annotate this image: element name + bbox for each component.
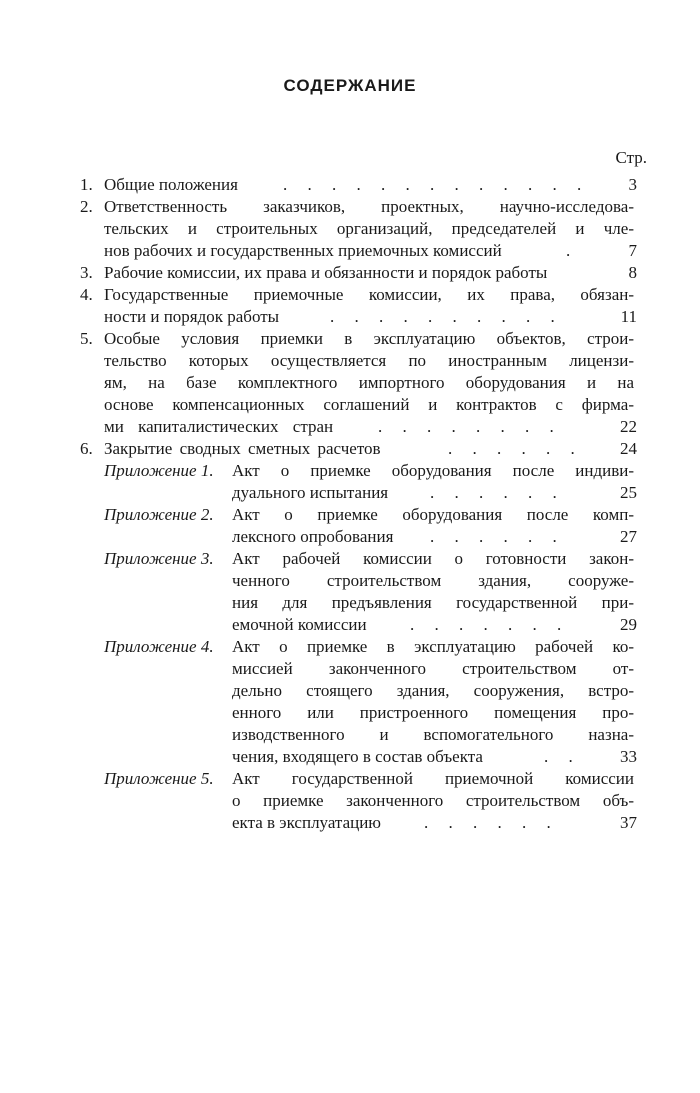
entry-line: Государственные приемочные комиссии, их права, обязан- [104,285,634,304]
entry-line: тельских и строительных организаций, председателей и чле- [104,219,634,238]
appendix-label: Приложение 2. [104,505,214,524]
entry-page-number: 22 [620,417,637,436]
appendix-page-number: 33 [620,747,637,766]
entry-number: 1. [80,175,93,194]
entry-number: 5. [80,329,93,348]
leader-dots: . . . . . . . . [378,417,562,436]
appendix-line: лексного опробования [232,527,394,546]
appendix-line: Акт государственной приемочной комиссии [232,769,634,788]
entry-number: 2. [80,197,93,216]
entry-line: ности и порядок работы [104,307,280,326]
leader-dots: . . [544,747,581,766]
leader-dots: . . . . . . . . . . . . . [283,175,590,194]
entry-line: Ответственность заказчиков, проектных, научно-исследова- [104,197,634,216]
entry-line: ям, на базе комплектного импортного оборудования и на [104,373,634,392]
entry-page-number: 11 [620,307,637,326]
appendix-line: о приемке законченного строительством объ- [232,791,634,810]
leader-dots: . . . . . . [448,439,583,458]
entry-line: Общие положения [104,175,238,194]
appendix-label: Приложение 1. [104,461,214,480]
entry-page-number: 8 [628,263,637,282]
leader-dots: . . . . . . [430,527,565,546]
appendix-label: Приложение 3. [104,549,214,568]
entry-page-number: 7 [628,241,637,260]
appendix-line: Акт о приемке оборудования после индиви- [232,461,634,480]
entry-number: 4. [80,285,93,304]
leader-dots: . . . . . . [430,483,565,502]
entry-page-number: 3 [628,175,637,194]
leader-dots: . . . . . . . [410,615,570,634]
appendix-line: дуального испытания [232,483,389,502]
page-column-label: Стр. [615,148,647,167]
appendix-label: Приложение 4. [104,637,214,656]
appendix-page-number: 29 [620,615,637,634]
entry-line: нов рабочих и государственных приемочных комиссий [104,241,502,260]
appendix-label: Приложение 5. [104,769,214,788]
appendix-line: изводственного и вспомогательного назна- [232,725,634,744]
appendix-line: Акт рабочей комиссии о готовности закон- [232,549,634,568]
appendix-line: енного или пристроенного помещения про- [232,703,634,722]
entry-line: основе компенсационных соглашений и контрактов с фирма- [104,395,634,414]
appendix-line: ния для предъявления государственной при- [232,593,634,612]
appendix-line: миссией законченного строительством от- [232,659,634,678]
entry-number: 6. [80,439,93,458]
leader-dots: . [566,241,579,260]
leader-dots: . . . . . . [424,813,559,832]
appendix-page-number: 27 [620,527,637,546]
appendix-page-number: 25 [620,483,637,502]
entry-line: Закрытие сводных сметных расчетов [104,439,381,458]
appendix-line: екта в эксплуатацию [232,813,382,832]
appendix-line: чения, входящего в состав объекта [232,747,483,766]
appendix-line: емочной комиссии [232,615,367,634]
leader-dots: . . . . . . . . . . [330,307,563,326]
appendix-page-number: 37 [620,813,637,832]
entry-number: 3. [80,263,93,282]
appendix-line: дельно стоящего здания, сооружения, встро- [232,681,634,700]
entry-page-number: 24 [620,439,637,458]
entry-line: ми капиталистических стран [104,417,334,436]
page-title: СОДЕРЖАНИЕ [283,76,417,95]
entry-line: Рабочие комиссии, их права и обязанности и порядок работы [104,263,548,282]
entry-line: Особые условия приемки в эксплуатацию объектов, строи- [104,329,634,348]
entry-line: тельство которых осуществляется по иностранным лицензи- [104,351,634,370]
appendix-line: Акт о приемке оборудования после комп- [232,505,634,524]
appendix-line: ченного строительством здания, сооруже- [232,571,634,590]
appendix-line: Акт о приемке в эксплуатацию рабочей ко- [232,637,634,656]
